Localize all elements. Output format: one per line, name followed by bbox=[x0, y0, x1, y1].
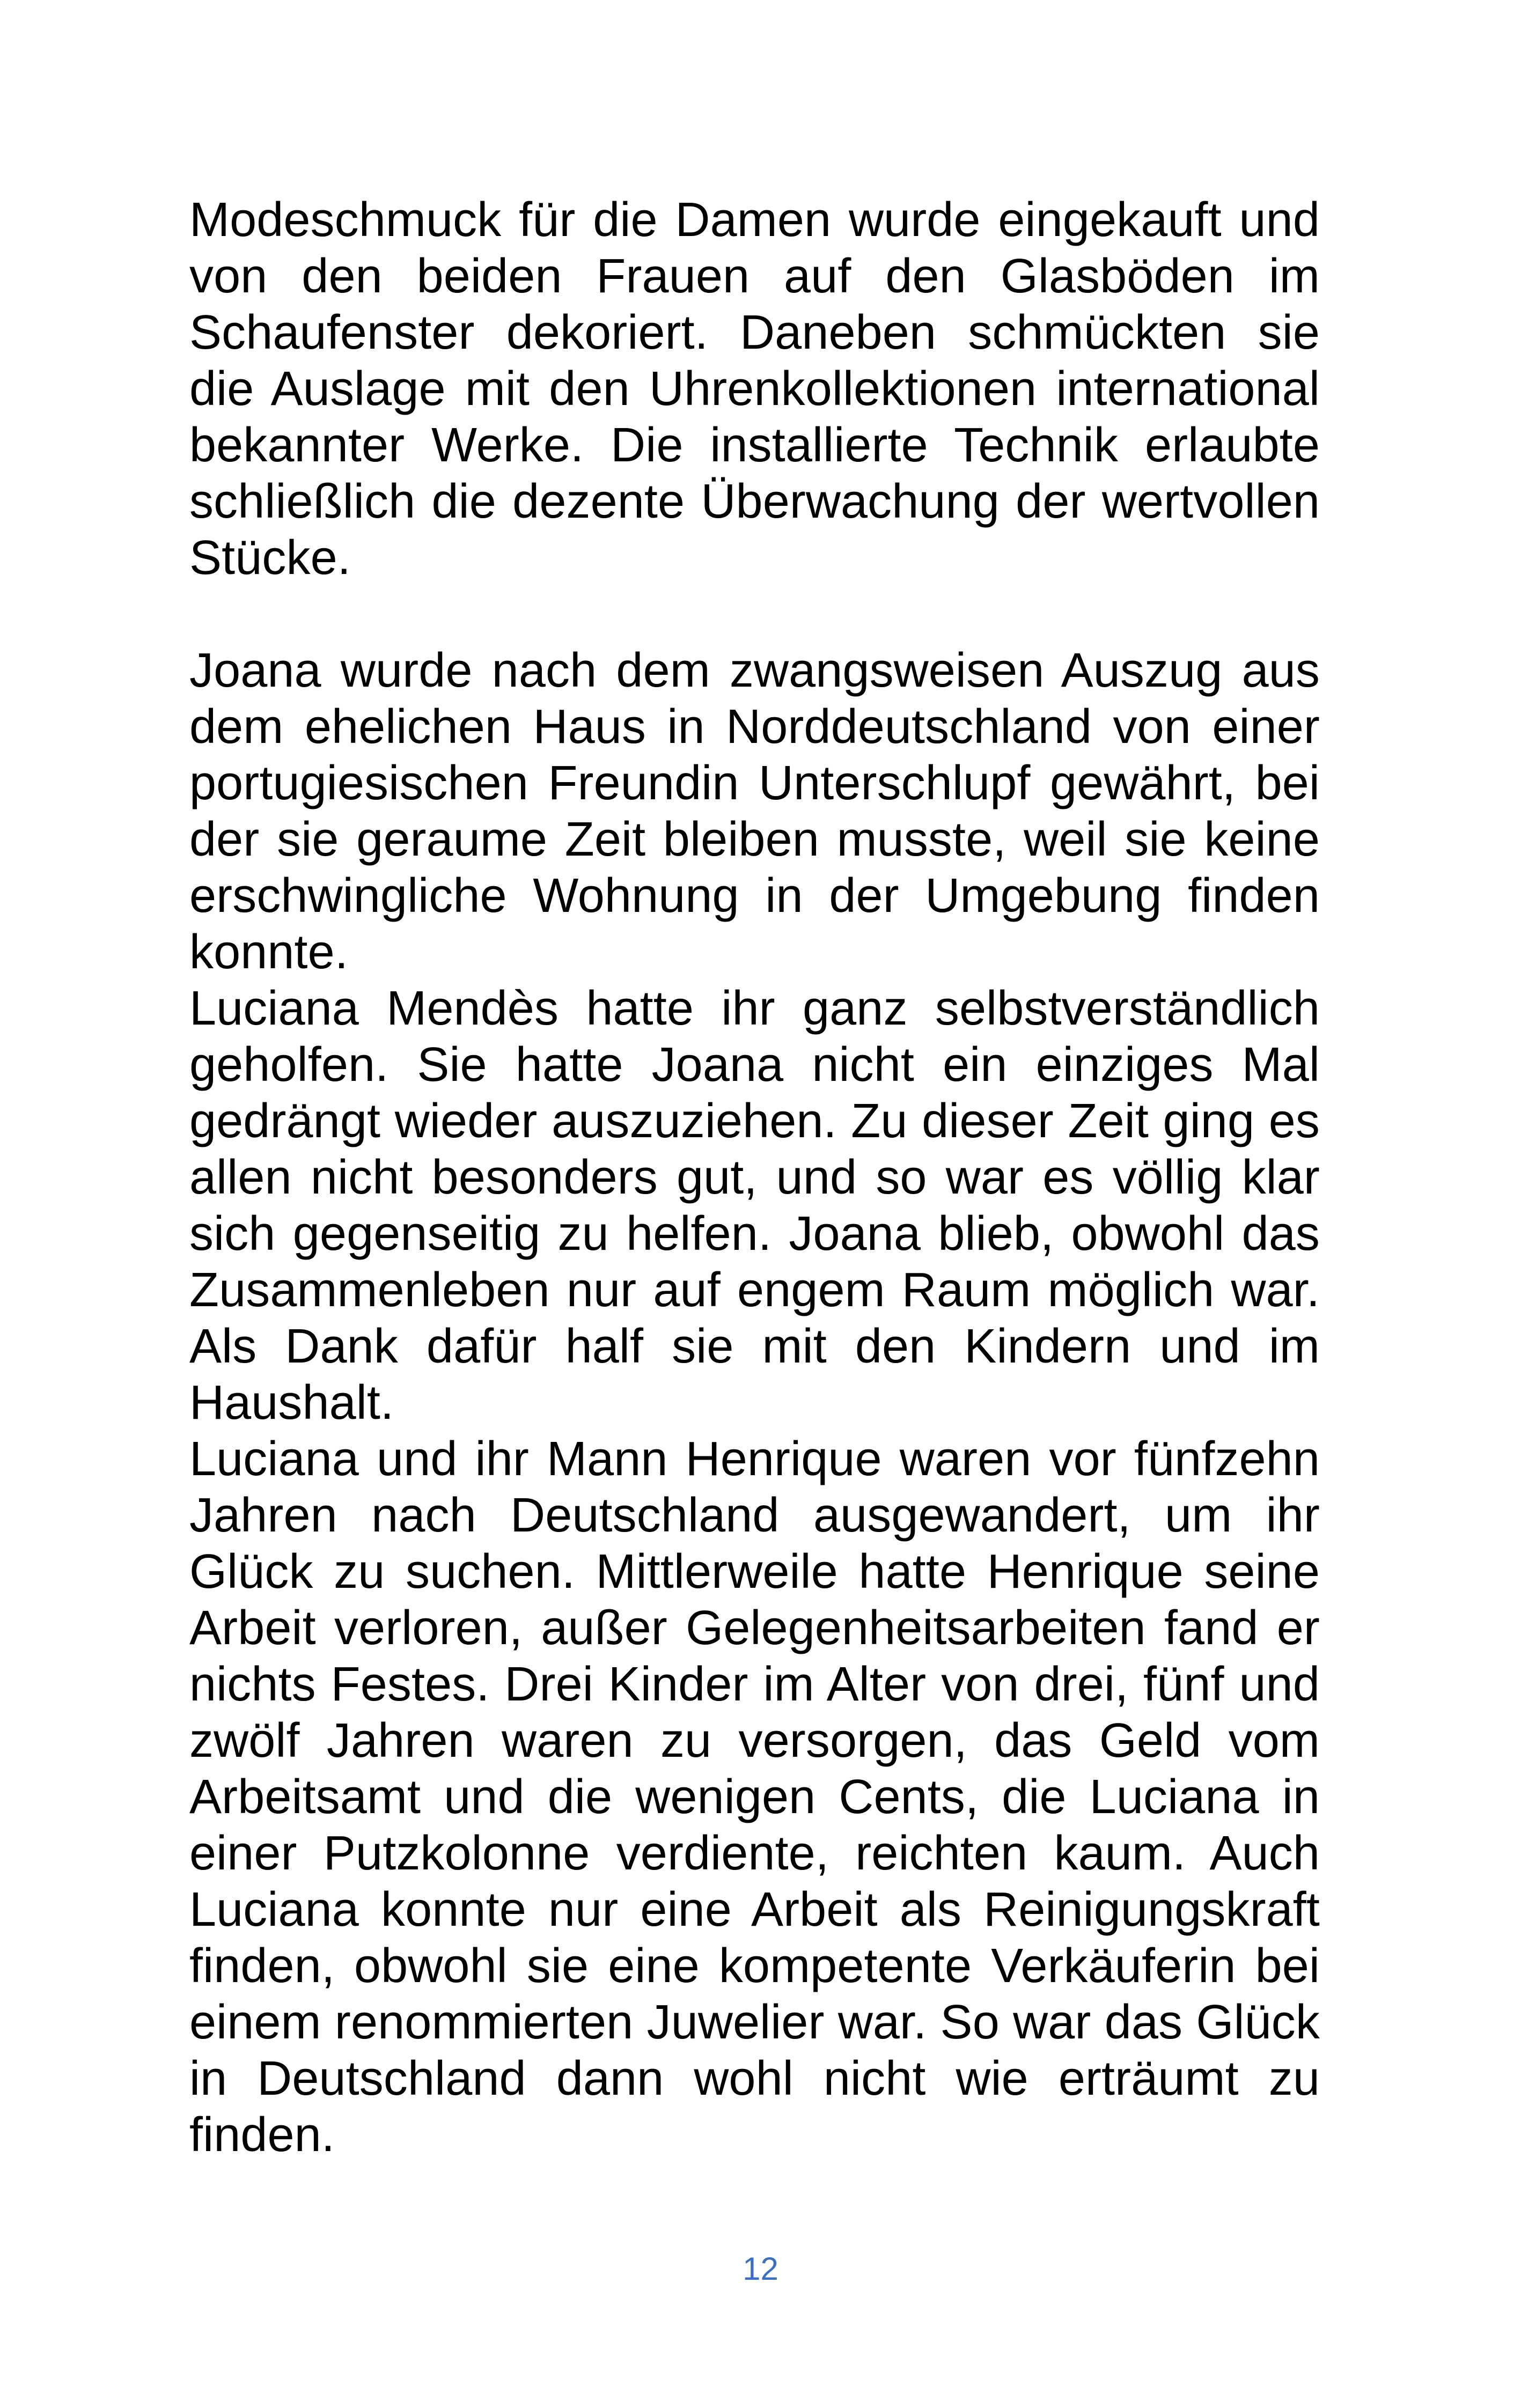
page-number: 12 bbox=[743, 2251, 778, 2287]
paragraph-4: Luciana und ihr Mann Henrique waren vor fünfzehn Jahren nach Deutschland ausgewandert, um ihr Glück zu suchen. Mittlerweile hatte Henrique seine Arbeit verloren, außer Gelegenheitsarbeiten fand er nichts Festes. Drei Kinder im Alter von drei, fünf und zwölf Jahren waren zu versorgen, das Geld vom Arbeitsamt und die wenigen Cents, die Luciana in einer Putzkolonne verdiente, reichten kaum. Auch Luciana konnte nur eine Arbeit als Reinigungskraft finden, obwohl sie eine kompetente Verkäuferin bei einem renommierten Juwelier war. So war das Glück in Deutschland dann wohl nicht wie erträumt zu finden. bbox=[189, 1432, 1320, 2162]
paragraph-spacer bbox=[189, 586, 1320, 643]
body-text bbox=[189, 192, 1320, 2163]
paragraph-3: Luciana Mendès hatte ihr ganz selbstverständlich geholfen. Sie hatte Joana nicht ein einziges Mal gedrängt wieder auszuziehen. Zu dieser Zeit ging es allen nicht besonders gut, und so war es völlig klar sich gegenseitig zu helfen. Joana blieb, obwohl das Zusammenleben nur auf engem Raum möglich war. Als Dank dafür half sie mit den Kindern und im Haushalt. bbox=[189, 982, 1320, 1430]
paragraph-2: Joana wurde nach dem zwangsweisen Auszug aus dem ehelichen Haus in Norddeutschland von einer portugiesischen Freundin Unterschlupf gewährt, bei der sie geraume Zeit bleiben musste, weil sie keine erschwingliche Wohnung in der Umgebung finden konnte. bbox=[189, 644, 1320, 979]
paragraph-1: Modeschmuck für die Damen wurde eingekauft und von den beiden Frauen auf den Glasböden im Schaufenster dekoriert. Daneben schmückten sie die Auslage mit den Uhrenkollektionen international bekannter Werke. Die installierte Technik erlaubte schließlich die dezente Überwachung der wertvollen Stücke. bbox=[189, 193, 1320, 585]
